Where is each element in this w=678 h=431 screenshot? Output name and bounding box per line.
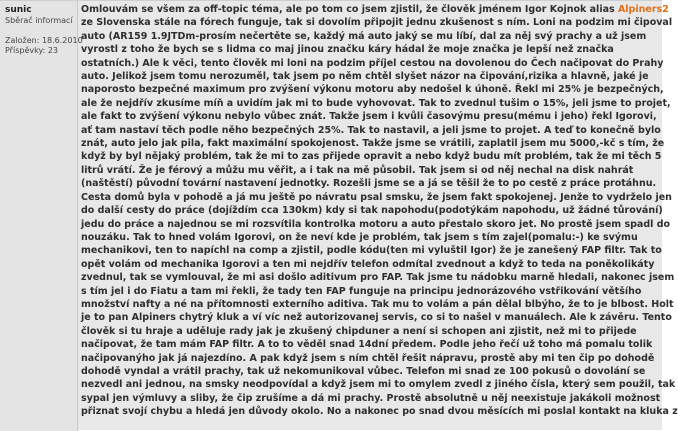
post-line: litrů vrátí. Že je férový a můžu mu věřit, a i tak na mě působil. Tak jsem si od něj nechal na disk nahrát xyxy=(81,164,634,176)
post-line: ale fakt to zvýšení výkonu nebylo vůbec znát. Takže jsem i kvůli časovýmu presu(mému i jeho) řekl Igorovi, xyxy=(81,111,657,123)
author-panel xyxy=(0,1,83,431)
post-line: nouzáku. Tak to hned volám Igorovi, on že neví kde je problém, tak jsem s tím zajel(pomalu:-) ke svýmu xyxy=(81,231,638,243)
author-rank: Sběrač informací xyxy=(5,16,73,25)
post-line: mechanikovi, ten to napíchl na comp a zjistil, podle kódu(ten mi vyluštil Igor) že je zanešený FAP filtr. Tak to xyxy=(81,245,662,257)
post-line-text: Omlouvám se všem za off-topic téma, ale po tom co jsem zjistil, že člověk jménem Igor Kojnok alias xyxy=(81,4,618,15)
post-line: auto (AR159 1.9JTDm-prosím nečertěte se, každý má auto jaký se mu líbí, dal za něj svý prachy a už jsem xyxy=(81,30,647,42)
joined-value: 18.6.2010 xyxy=(41,36,83,45)
post-line: s tím jel i do Fiatu a tam mi řekli, že tady ten FAP funguje na principu jednorázového vstřikování většího xyxy=(81,285,642,297)
post-line: znát, auto jelo jak pila, fakt maximální spokojenost. Takže jsme se vrátili, zaplatil jsem mu 5000,-kč s tím, že xyxy=(81,138,665,150)
post-line: načipovanýho jak já najezdíno. A pak když jsem s ním chtěl řešit nápravu, prostě aby mi ten čip po dohodě xyxy=(81,352,655,364)
user-mention-link[interactable]: Alpiners2 xyxy=(617,4,669,15)
post-line: zvednul, tak se vymlouval, že mi asi došlo aditivum pro FAP. Tak jsme tu nádobku marně hledali, nakonec jsem xyxy=(81,272,675,284)
post-line: přiznat svojí chybu a hledá jen důvody okolo. No a nakonec po snad dvou měsících mi poslal kontakt na kluka z xyxy=(81,406,678,418)
post-line: (naštěstí) původní tovární nastavení jednotky. Rozešli jsme se a já se těšil že to po cestě z práce protáhnu. xyxy=(81,178,657,190)
joined-row xyxy=(5,36,83,46)
post-line: nezvedl ani jednou, na smsky neodpovídal a když jsem mi to omylem zvedl z jiného čísla, který sem použil, tak xyxy=(81,379,676,391)
posts-row xyxy=(5,46,77,56)
post-line: množství nafty a né na přítomnosti externího aditiva. Tak mu to volám a pán dělal blbýho, že to je blbost. Holt xyxy=(81,298,674,310)
post-line: naporosto bezpečné maximum pro zvýšení výkonu motoru aby nedošel k úhoně. Řekl mi 25% je bezpečných, xyxy=(81,84,664,96)
posts-label: Příspěvky: xyxy=(5,46,46,55)
author-name-link[interactable]: sunic xyxy=(5,5,32,15)
post-line: ale že nejdřív zkusíme míň a uvidím jak mi to bude vyhovovat. Tak to zvednul tušim o 15%, jeli jsme to projet, xyxy=(81,97,671,109)
post-line: sypal jen výmluvy a sliby, že čip zrušíme a dá mi prachy. Prostě absolutně u něj neexistuje jakákoli možnost xyxy=(81,392,661,404)
post-line: auto. Jelikož jsem tomu nerozuměl, tak jsem po něm chtěl slyšet názor na čipování,rizika a hlavně, jaké je xyxy=(81,71,649,83)
post-line: je to pan Alpiners chytrý kluk a ví víc než autorizovanej servis, co si to našel v manuálech. Ale k závěru. Tento xyxy=(81,312,672,324)
post-line: ať tam nastaví těch podle něho bezpečných 25%. Tak to nastavil, a jeli jsme to projet. A teď to konečně bylo xyxy=(81,124,661,136)
post-line: když by byl nějaký problém, tak že mi to zas přijede opravit a nebo když budu mít problém, tak že mi těch 5 xyxy=(81,151,662,163)
post-line: jedu do práce a najednou se mi rozsvítila kontrolka motoru a auto přestalo skoro jet. No prostě jsem spadl do xyxy=(81,218,671,230)
post-line: ze Slovenska stále na fórech funguje, tak si dovolím připojit jednu zkušenost s ním. Loni na podzim mi čipoval xyxy=(81,17,673,29)
post-line: člověk si tu hraje a uděluje rady jak je zkušený chipduner a není si schopen ani zjistit, než mi to přijede xyxy=(81,325,637,337)
post-line xyxy=(81,3,669,16)
posts-value: 23 xyxy=(47,46,59,55)
post-line: do další cesty do práce (dojíždím cca 130km) kdy si tak napohodu(podotýkám napohodu, už žádné tůrování) xyxy=(81,205,663,217)
post-line: ostatních.) Ale k věci, tento člověk mi loni na podzim příjel cestou na dovolenou do Čech načipovat do Prahy xyxy=(81,57,664,69)
joined-label: Založen: xyxy=(5,36,40,45)
post-body xyxy=(81,3,678,429)
post-line: Cesta domů byla v pohodě a já mu ještě po návratu psal smsku, že jsem fakt spokojenej. Jenže to vydrželo jen xyxy=(81,191,672,203)
post-line: opět volám od mechanika Igorovi a ten mi nejdřív telefon odmítal zvednout a když to teda na poněkolikáty xyxy=(81,258,655,270)
post-line: dohodě vyndal a vrátil prachy, tak už nekomunikoval vůbec. Telefon mi snad ze 100 pokusů o dovolání se xyxy=(81,365,646,377)
post-line: načipovat, že tam mám FAP filtr. A to to věděl snad 14dní předem. Podle jeho řečí už toho má pomalu tolik xyxy=(81,339,653,351)
author-meta xyxy=(5,36,83,56)
post-line: vyrostl z toho že bych se s lidma co maj jinou značku káry hádal že moje značka je lepší než značka xyxy=(81,44,614,56)
